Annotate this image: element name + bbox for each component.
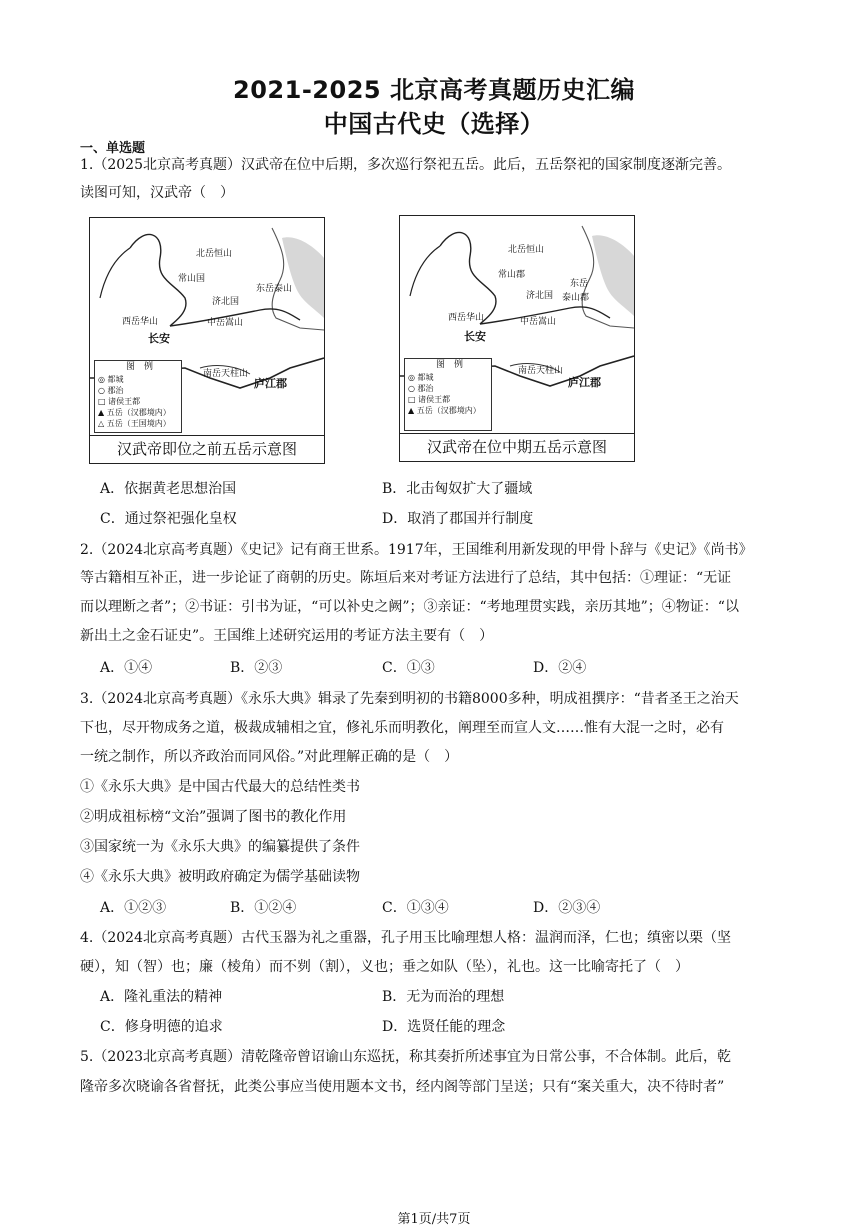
q3-item-3: ③国家统一为《永乐大典》的编纂提供了条件 (80, 839, 360, 855)
map2-caption: 汉武帝在位中期五岳示意图 (400, 433, 634, 461)
map1-label-changshan: 常山国 (178, 274, 206, 284)
q3-item-4: ④《永乐大典》被明政府确定为儒学基础读物 (80, 869, 360, 885)
q4-option-c: C．修身明德的追求 (100, 1019, 223, 1035)
map1-legend-commandery: ○ 郡治 (98, 386, 124, 395)
q5-line-2: 隆帝多次晓谕各省督抚，此类公事应当使用题本文书，经内阁等部门呈送；只有“案关重大，决不待时者” (80, 1079, 725, 1095)
map2-label-xiyue: 西岳华山 (448, 313, 485, 323)
map1-label-lujiang: 庐江郡 (254, 377, 287, 390)
q2-line-2: 等古籍相互补正，进一步论证了商朝的历史。陈垣后来对考证方法进行了总结，其中包括：①理证：“无证 (80, 570, 732, 586)
map1-legend-capital: ◎ 都城 (98, 375, 124, 384)
q2-option-a: A．①④ (100, 660, 153, 676)
q2-option-d: D．②④ (533, 660, 587, 676)
map1-legend (94, 360, 182, 433)
q3-option-d: D．②③④ (533, 900, 601, 916)
q3-line-3: 一统之制作，所以齐政治而同风俗。”对此理解正确的是（ ） (80, 749, 459, 765)
map1-label-nanyue: 南岳天柱山 (203, 369, 249, 379)
map2-legend-title: 图 例 (435, 360, 463, 370)
q2-option-c: C．①③ (382, 660, 435, 676)
q3-item-2: ②明成祖标榜“文治”强调了图书的教化作用 (80, 809, 347, 825)
q1-option-b: B．北击匈奴扩大了疆域 (382, 481, 533, 497)
q1-option-d: D．取消了郡国并行制度 (382, 511, 534, 527)
page-footer: 第1页/共7页 (397, 1212, 471, 1227)
q1-line-2: 读图可知，汉武帝（ ） (80, 185, 234, 201)
q2-line-3: 而以理断之者”；②书证：引书为证，“可以补史之阙”；③亲证：“考地理贯实践，亲历其地”；④物证：“以 (80, 599, 739, 615)
map1-caption: 汉武帝即位之前五岳示意图 (90, 435, 324, 463)
map2-legend-prince: □ 诸侯王都 (408, 395, 451, 404)
q3-option-c: C．①③④ (382, 900, 449, 916)
map1-label-dongyue: 东岳泰山 (256, 284, 293, 294)
map-mid-reign (399, 215, 635, 462)
q3-item-1: ①《永乐大典》是中国古代最大的总结性类书 (80, 779, 360, 795)
map1-label-changan: 长安 (148, 332, 170, 345)
q2-line-4: 新出土之金石证史”。王国维上述研究运用的考证方法主要有（ ） (80, 628, 494, 644)
map1-label-beiyue: 北岳恒山 (196, 249, 233, 259)
section-heading: 一、单选题 (80, 141, 146, 156)
map2-legend-yue-han: ▲ 五岳（汉郡境内） (408, 406, 481, 415)
q5-line-1: 5.（2023北京高考真题）清乾隆帝曾诏谕山东巡抚，称其奏折所述事宜为日常公事，不合体制。此后，乾 (80, 1049, 731, 1065)
map2-legend-commandery: ○ 郡治 (408, 384, 434, 393)
map1-label-zhongyue: 中岳嵩山 (207, 318, 244, 328)
q4-option-a: A．隆礼重法的精神 (100, 989, 223, 1005)
map2-label-jibei: 济北国 (526, 291, 554, 301)
map2-label-beiyue: 北岳恒山 (508, 245, 545, 255)
q4-option-d: D．选贤任能的理念 (382, 1019, 506, 1035)
map1-legend-prince: □ 诸侯王都 (98, 397, 141, 406)
document-title: 2021-2025 北京高考真题历史汇编 (233, 76, 635, 104)
q4-option-b: B．无为而治的理想 (382, 989, 505, 1005)
map2-legend (404, 358, 492, 431)
map2-label-lujiang: 庐江郡 (568, 376, 601, 389)
map2-label-dongyue: 东岳 (570, 279, 589, 289)
q2-line-1: 2.（2024北京高考真题）《史记》记有商王世系。1917年，王国维利用新发现的甲骨卜辞与《史记》《尚书》 (80, 542, 753, 558)
map1-label-jibei: 济北国 (212, 297, 240, 307)
q1-line-1: 1.（2025北京高考真题）汉武帝在位中后期，多次巡行祭祀五岳。此后，五岳祭祀的国家制度逐渐完善。 (80, 157, 731, 173)
map1-legend-yue-han: ▲ 五岳（汉郡境内） (98, 408, 171, 417)
map2-label-changshan: 常山郡 (498, 270, 526, 280)
q1-option-a: A．依据黄老思想治国 (100, 481, 237, 497)
document-subtitle: 中国古代史（选择） (323, 110, 545, 138)
map2-label-zhongyue: 中岳嵩山 (520, 317, 557, 327)
q4-line-1: 4.（2024北京高考真题）古代玉器为礼之重器，孔子用玉比喻理想人格：温润而泽，仁也；缜密以栗（坚 (80, 930, 731, 946)
map2-label-taishan: 泰山郡 (562, 293, 590, 303)
map1-legend-title: 图 例 (125, 362, 153, 372)
q3-line-2: 下也，尽开物成务之道，极裁成辅相之宜，修礼乐而明教化，阐理至而宣人文……惟有大混一之时，必有 (80, 720, 724, 736)
q1-option-c: C．通过祭祀强化皇权 (100, 511, 237, 527)
map1-label-xiyue: 西岳华山 (122, 317, 159, 327)
map1-legend-yue-kingdom: △ 五岳（王国境内） (98, 419, 171, 428)
map2-legend-capital: ◎ 都城 (408, 373, 434, 382)
q4-line-2: 硬），知（智）也；廉（棱角）而不刿（割），义也；垂之如队（坠），礼也。这一比喻寄托了（ ） (80, 959, 689, 975)
q3-option-b: B．①②④ (230, 900, 297, 916)
map-before-reign (89, 217, 325, 464)
map2-label-changan: 长安 (464, 330, 486, 343)
q2-option-b: B．②③ (230, 660, 283, 676)
map2-label-nanyue: 南岳天柱山 (518, 366, 564, 376)
q3-line-1: 3.（2024北京高考真题）《永乐大典》辑录了先秦到明初的书籍8000多种，明成祖撰序：“昔者圣王之治天 (80, 691, 739, 707)
q3-option-a: A．①②③ (100, 900, 167, 916)
